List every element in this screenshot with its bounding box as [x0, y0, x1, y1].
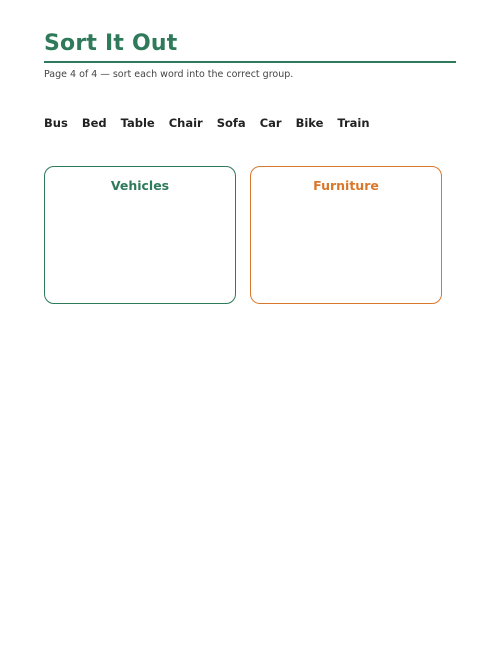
furniture-drop-zone[interactable]: [250, 166, 442, 304]
word-chair[interactable]: Chair: [168, 116, 203, 130]
word-sofa[interactable]: Sofa: [216, 116, 246, 130]
page-title: Sort It Out: [44, 31, 178, 56]
vehicles-drop-zone[interactable]: [44, 166, 236, 304]
title-divider: [44, 61, 456, 63]
word-bed[interactable]: Bed: [81, 116, 107, 130]
word-train[interactable]: Train: [337, 116, 370, 130]
word-car[interactable]: Car: [259, 116, 282, 130]
furniture-label: Furniture: [313, 178, 379, 193]
word-bus[interactable]: Bus: [44, 116, 68, 130]
instructions: Page 4 of 4 — sort each word into the correct group.: [44, 69, 294, 80]
vehicles-label: Vehicles: [110, 178, 170, 193]
word-bank: [44, 115, 384, 131]
word-table[interactable]: Table: [120, 116, 155, 130]
word-bike[interactable]: Bike: [295, 116, 324, 130]
